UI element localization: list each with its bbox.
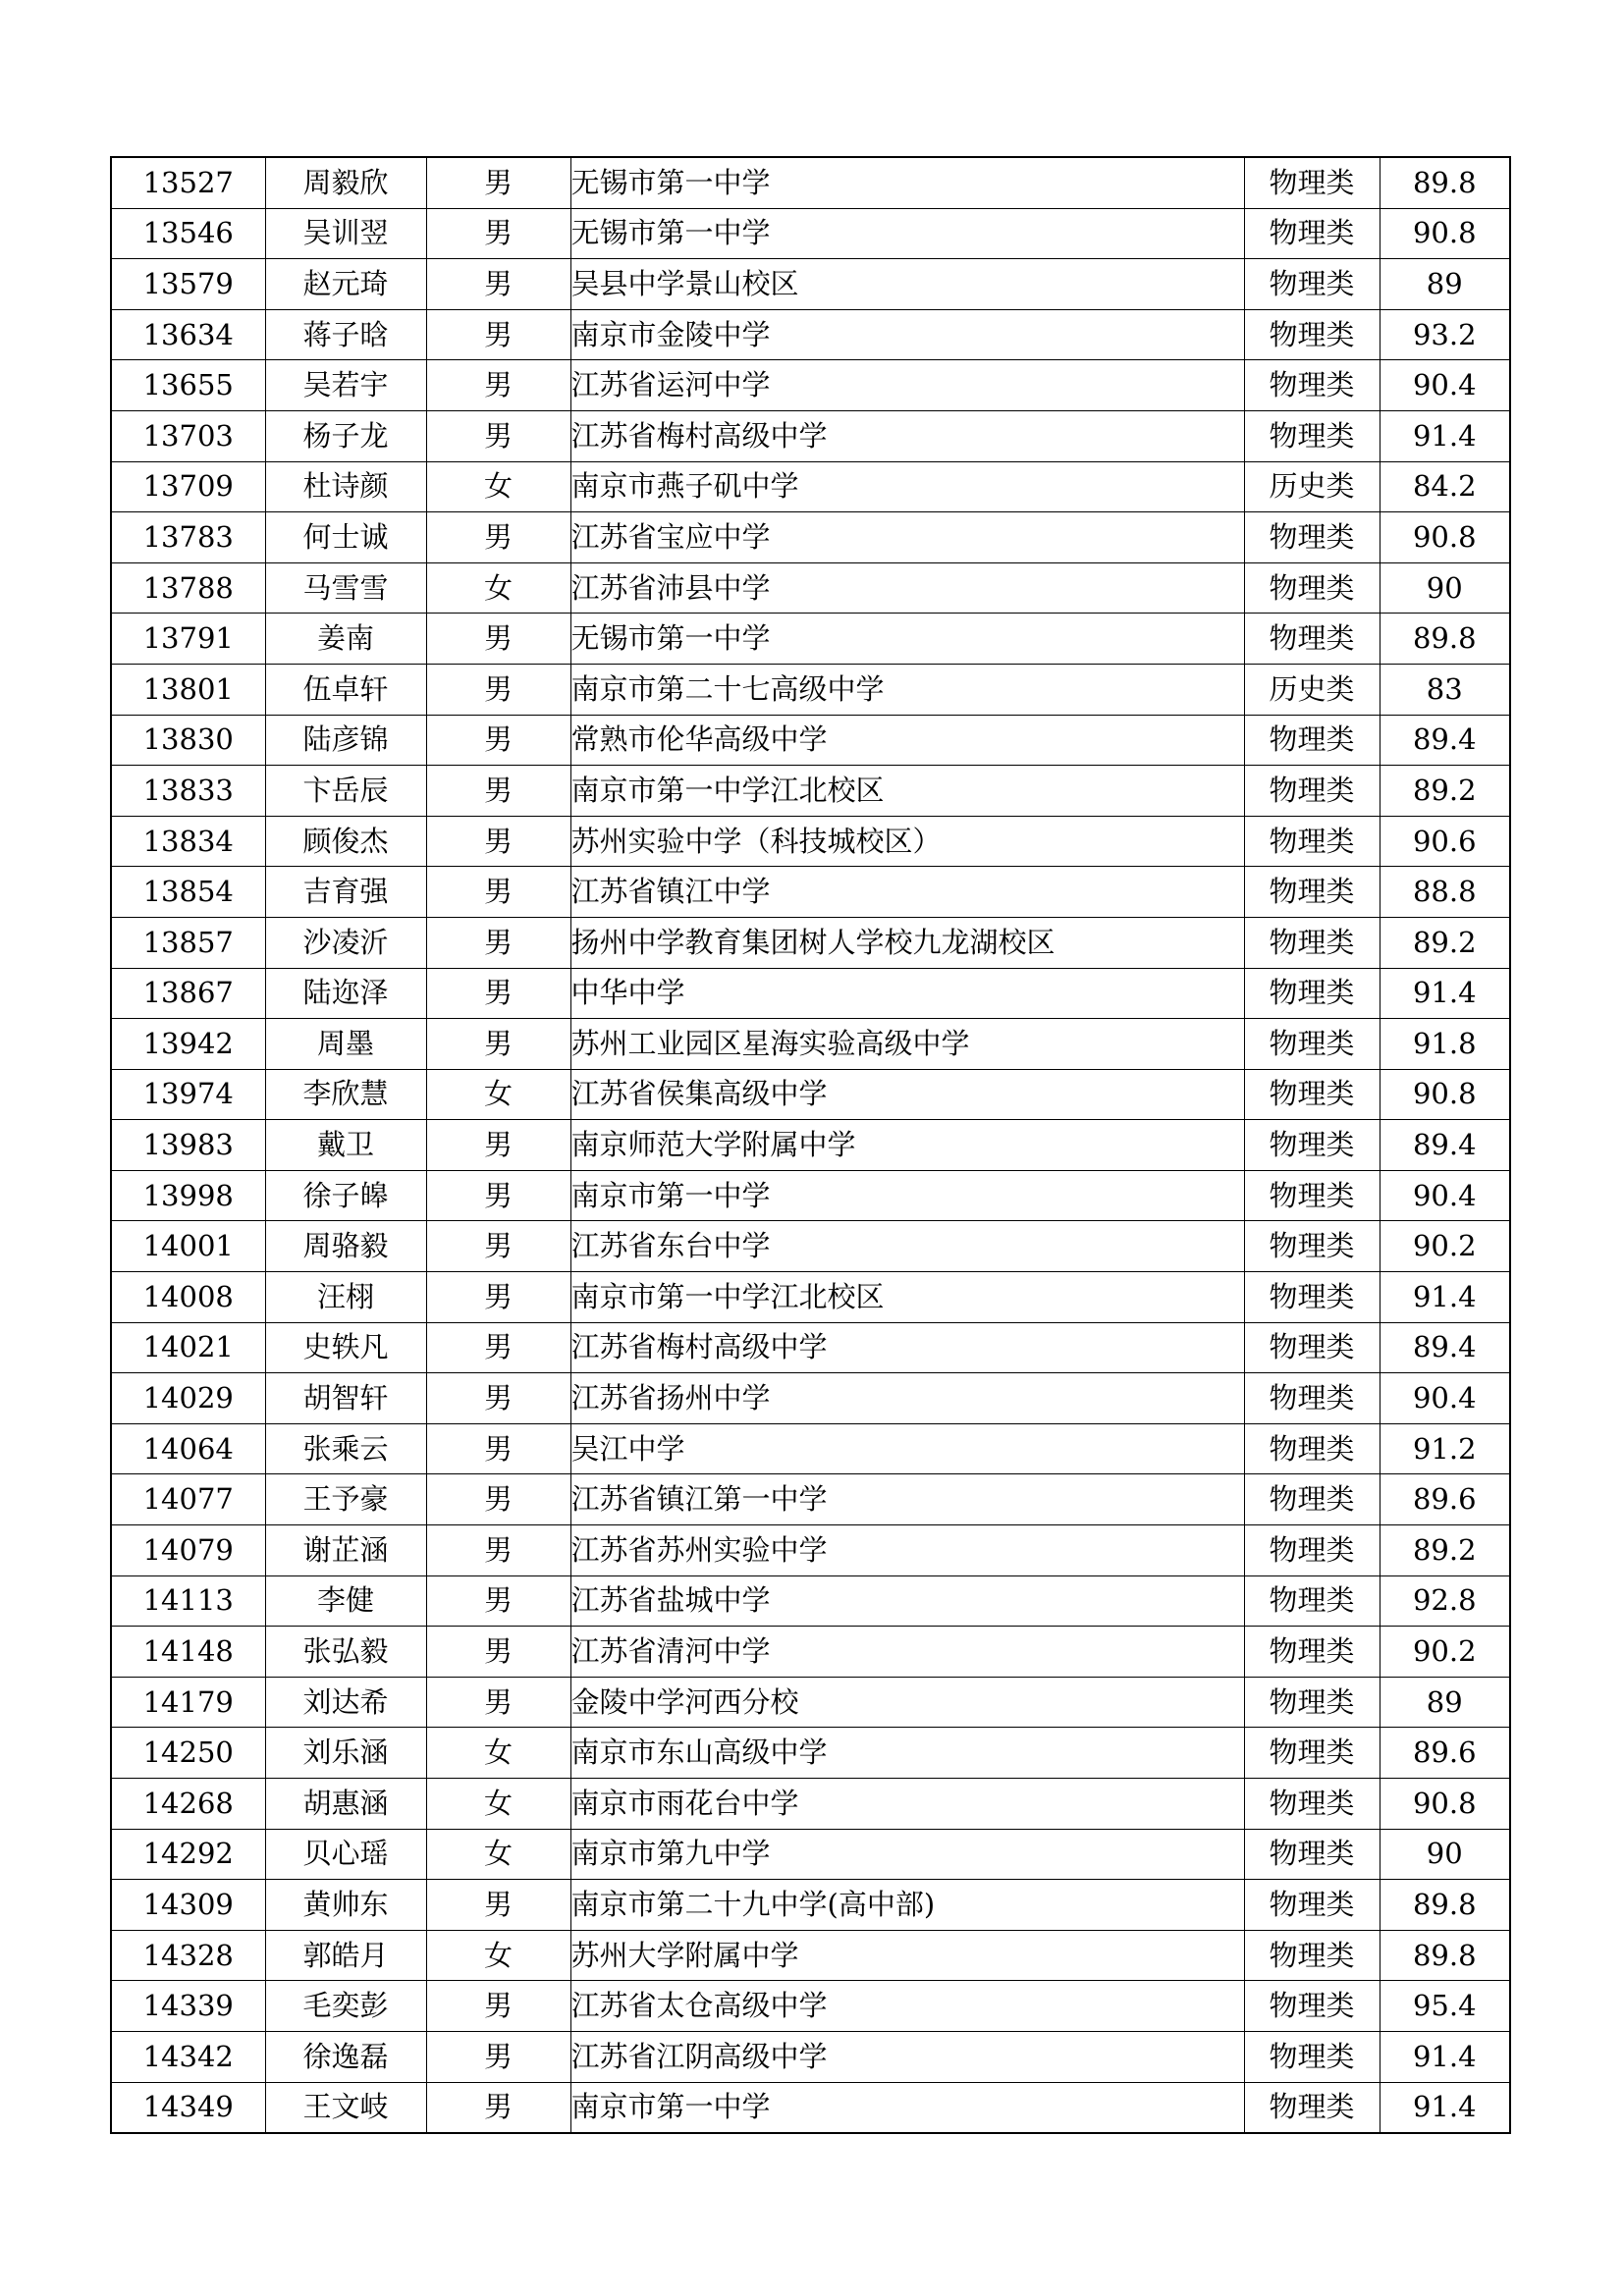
student-name-cell: 周毅欣 (265, 157, 426, 208)
gender-cell: 男 (426, 917, 570, 968)
table-row (111, 1930, 1510, 1981)
gender-cell: 男 (426, 1373, 570, 1424)
gender-cell: 女 (426, 1930, 570, 1981)
student-id-cell: 14079 (111, 1525, 265, 1576)
category-cell: 物理类 (1244, 259, 1380, 310)
student-name-cell: 赵元琦 (265, 259, 426, 310)
student-name-cell: 吴训翌 (265, 208, 426, 259)
table-row (111, 867, 1510, 918)
student-id-cell: 13788 (111, 562, 265, 614)
school-cell: 南京市第二十九中学(高中部) (570, 1880, 1244, 1931)
table-row (111, 968, 1510, 1019)
gender-cell: 男 (426, 1880, 570, 1931)
category-cell: 物理类 (1244, 208, 1380, 259)
score-cell: 89.8 (1380, 1930, 1510, 1981)
gender-cell: 男 (426, 1120, 570, 1171)
student-id-cell: 14077 (111, 1474, 265, 1525)
school-cell: 江苏省梅村高级中学 (570, 410, 1244, 461)
category-cell: 物理类 (1244, 1170, 1380, 1221)
student-id-cell: 13857 (111, 917, 265, 968)
student-name-cell: 胡智轩 (265, 1373, 426, 1424)
gender-cell: 男 (426, 360, 570, 411)
school-cell: 南京市第一中学江北校区 (570, 1272, 1244, 1323)
category-cell: 历史类 (1244, 664, 1380, 715)
score-cell: 90.2 (1380, 1627, 1510, 1678)
school-cell: 江苏省镇江中学 (570, 867, 1244, 918)
school-cell: 扬州中学教育集团树人学校九龙湖校区 (570, 917, 1244, 968)
score-cell: 89.2 (1380, 766, 1510, 817)
student-name-cell: 王予豪 (265, 1474, 426, 1525)
student-name-cell: 卞岳辰 (265, 766, 426, 817)
score-cell: 93.2 (1380, 309, 1510, 360)
student-name-cell: 伍卓轩 (265, 664, 426, 715)
score-cell: 90.4 (1380, 1373, 1510, 1424)
gender-cell: 女 (426, 562, 570, 614)
student-id-cell: 13579 (111, 259, 265, 310)
category-cell: 物理类 (1244, 2082, 1380, 2133)
table-row (111, 816, 1510, 867)
score-cell: 90.4 (1380, 1170, 1510, 1221)
student-name-cell: 周骆毅 (265, 1221, 426, 1272)
gender-cell: 男 (426, 1272, 570, 1323)
category-cell: 物理类 (1244, 1930, 1380, 1981)
table-row (111, 1575, 1510, 1627)
table-row (111, 2082, 1510, 2133)
student-id-cell: 14064 (111, 1423, 265, 1474)
student-id-cell: 13703 (111, 410, 265, 461)
school-cell: 南京市第九中学 (570, 1829, 1244, 1880)
student-id-cell: 13833 (111, 766, 265, 817)
score-cell: 89 (1380, 1677, 1510, 1728)
school-cell: 金陵中学河西分校 (570, 1677, 1244, 1728)
score-cell: 89.4 (1380, 1322, 1510, 1373)
student-name-cell: 顾俊杰 (265, 816, 426, 867)
category-cell: 物理类 (1244, 1779, 1380, 1830)
student-id-cell: 13801 (111, 664, 265, 715)
table-row (111, 1170, 1510, 1221)
category-cell: 物理类 (1244, 1221, 1380, 1272)
school-cell: 无锡市第一中学 (570, 157, 1244, 208)
table-row (111, 917, 1510, 968)
score-cell: 90.8 (1380, 1779, 1510, 1830)
gender-cell: 男 (426, 2031, 570, 2082)
student-name-cell: 毛奕彭 (265, 1981, 426, 2032)
table-row (111, 614, 1510, 665)
school-cell: 江苏省运河中学 (570, 360, 1244, 411)
school-cell: 江苏省太仓高级中学 (570, 1981, 1244, 2032)
table-row (111, 1069, 1510, 1120)
category-cell: 物理类 (1244, 309, 1380, 360)
table-row (111, 1880, 1510, 1931)
gender-cell: 女 (426, 1728, 570, 1779)
score-cell: 89.6 (1380, 1728, 1510, 1779)
category-cell: 物理类 (1244, 1069, 1380, 1120)
category-cell: 物理类 (1244, 816, 1380, 867)
student-name-cell: 陆彦锦 (265, 715, 426, 766)
school-cell: 南京市东山高级中学 (570, 1728, 1244, 1779)
category-cell: 物理类 (1244, 1829, 1380, 1880)
student-name-cell: 李欣慧 (265, 1069, 426, 1120)
school-cell: 南京市金陵中学 (570, 309, 1244, 360)
gender-cell: 男 (426, 1221, 570, 1272)
category-cell: 物理类 (1244, 1474, 1380, 1525)
student-id-cell: 14339 (111, 1981, 265, 2032)
table-row (111, 410, 1510, 461)
category-cell: 物理类 (1244, 968, 1380, 1019)
student-name-cell: 李健 (265, 1575, 426, 1627)
school-cell: 南京市第一中学 (570, 2082, 1244, 2133)
table-row (111, 1677, 1510, 1728)
category-cell: 物理类 (1244, 1373, 1380, 1424)
school-cell: 南京市第二十七高级中学 (570, 664, 1244, 715)
student-id-cell: 14328 (111, 1930, 265, 1981)
category-cell: 物理类 (1244, 1525, 1380, 1576)
student-name-cell: 吴若宇 (265, 360, 426, 411)
school-cell: 南京市第一中学 (570, 1170, 1244, 1221)
student-name-cell: 王文岐 (265, 2082, 426, 2133)
gender-cell: 男 (426, 715, 570, 766)
gender-cell: 男 (426, 259, 570, 310)
student-id-cell: 14309 (111, 1880, 265, 1931)
student-name-cell: 周墨 (265, 1019, 426, 1070)
student-id-cell: 13634 (111, 309, 265, 360)
gender-cell: 男 (426, 664, 570, 715)
gender-cell: 男 (426, 2082, 570, 2133)
score-cell: 89.8 (1380, 1880, 1510, 1931)
table-row (111, 461, 1510, 512)
category-cell: 物理类 (1244, 766, 1380, 817)
student-name-cell: 谢芷涵 (265, 1525, 426, 1576)
school-cell: 江苏省侯集高级中学 (570, 1069, 1244, 1120)
table-row (111, 1627, 1510, 1678)
school-cell: 江苏省苏州实验中学 (570, 1525, 1244, 1576)
category-cell: 物理类 (1244, 1575, 1380, 1627)
category-cell: 物理类 (1244, 1019, 1380, 1070)
score-cell: 88.8 (1380, 867, 1510, 918)
student-name-cell: 史轶凡 (265, 1322, 426, 1373)
school-cell: 江苏省扬州中学 (570, 1373, 1244, 1424)
table-row (111, 512, 1510, 563)
gender-cell: 男 (426, 1525, 570, 1576)
score-cell: 89.8 (1380, 157, 1510, 208)
gender-cell: 男 (426, 410, 570, 461)
student-name-cell: 张乘云 (265, 1423, 426, 1474)
table-row (111, 1423, 1510, 1474)
student-id-cell: 13791 (111, 614, 265, 665)
student-id-cell: 14250 (111, 1728, 265, 1779)
table-row (111, 1981, 1510, 2032)
category-cell: 物理类 (1244, 1627, 1380, 1678)
student-id-cell: 14008 (111, 1272, 265, 1323)
student-id-cell: 14292 (111, 1829, 265, 1880)
score-cell: 89.4 (1380, 1120, 1510, 1171)
score-cell: 89.2 (1380, 1525, 1510, 1576)
student-id-cell: 13546 (111, 208, 265, 259)
student-name-cell: 杜诗颜 (265, 461, 426, 512)
category-cell: 物理类 (1244, 1423, 1380, 1474)
score-cell: 89 (1380, 259, 1510, 310)
gender-cell: 女 (426, 1829, 570, 1880)
score-cell: 84.2 (1380, 461, 1510, 512)
student-name-cell: 陆迩泽 (265, 968, 426, 1019)
table-row (111, 664, 1510, 715)
score-cell: 91.2 (1380, 1423, 1510, 1474)
school-cell: 江苏省镇江第一中学 (570, 1474, 1244, 1525)
school-cell: 江苏省江阴高级中学 (570, 2031, 1244, 2082)
student-name-cell: 黄帅东 (265, 1880, 426, 1931)
score-cell: 91.4 (1380, 968, 1510, 1019)
gender-cell: 男 (426, 1019, 570, 1070)
table-row (111, 1120, 1510, 1171)
gender-cell: 男 (426, 1474, 570, 1525)
category-cell: 物理类 (1244, 1120, 1380, 1171)
school-cell: 中华中学 (570, 968, 1244, 1019)
table-row (111, 1373, 1510, 1424)
gender-cell: 男 (426, 614, 570, 665)
student-name-cell: 马雪雪 (265, 562, 426, 614)
category-cell: 物理类 (1244, 1677, 1380, 1728)
category-cell: 物理类 (1244, 1728, 1380, 1779)
table-row (111, 1272, 1510, 1323)
student-id-cell: 14179 (111, 1677, 265, 1728)
student-name-cell: 张弘毅 (265, 1627, 426, 1678)
gender-cell: 男 (426, 1981, 570, 2032)
student-roster-table (110, 156, 1511, 2134)
school-cell: 苏州工业园区星海实验高级中学 (570, 1019, 1244, 1070)
student-id-cell: 14148 (111, 1627, 265, 1678)
student-id-cell: 13983 (111, 1120, 265, 1171)
table-row (111, 1525, 1510, 1576)
school-cell: 常熟市伦华高级中学 (570, 715, 1244, 766)
score-cell: 91.8 (1380, 1019, 1510, 1070)
score-cell: 89.8 (1380, 614, 1510, 665)
category-cell: 物理类 (1244, 410, 1380, 461)
student-id-cell: 13709 (111, 461, 265, 512)
score-cell: 91.4 (1380, 2082, 1510, 2133)
score-cell: 90.8 (1380, 512, 1510, 563)
school-cell: 江苏省清河中学 (570, 1627, 1244, 1678)
student-name-cell: 汪栩 (265, 1272, 426, 1323)
gender-cell: 男 (426, 1322, 570, 1373)
gender-cell: 男 (426, 816, 570, 867)
student-id-cell: 14113 (111, 1575, 265, 1627)
score-cell: 90.6 (1380, 816, 1510, 867)
student-id-cell: 13998 (111, 1170, 265, 1221)
student-name-cell: 刘达希 (265, 1677, 426, 1728)
student-id-cell: 14001 (111, 1221, 265, 1272)
student-name-cell: 沙凌沂 (265, 917, 426, 968)
school-cell: 无锡市第一中学 (570, 614, 1244, 665)
category-cell: 物理类 (1244, 360, 1380, 411)
gender-cell: 男 (426, 208, 570, 259)
score-cell: 90.4 (1380, 360, 1510, 411)
category-cell: 物理类 (1244, 562, 1380, 614)
score-cell: 90.8 (1380, 208, 1510, 259)
category-cell: 物理类 (1244, 917, 1380, 968)
gender-cell: 男 (426, 968, 570, 1019)
student-name-cell: 蒋子晗 (265, 309, 426, 360)
student-id-cell: 13834 (111, 816, 265, 867)
score-cell: 95.4 (1380, 1981, 1510, 2032)
score-cell: 90 (1380, 1829, 1510, 1880)
gender-cell: 男 (426, 766, 570, 817)
gender-cell: 男 (426, 1575, 570, 1627)
gender-cell: 男 (426, 157, 570, 208)
table-row (111, 1779, 1510, 1830)
school-cell: 南京市燕子矶中学 (570, 461, 1244, 512)
table-row (111, 360, 1510, 411)
score-cell: 91.4 (1380, 2031, 1510, 2082)
student-id-cell: 13830 (111, 715, 265, 766)
table-row (111, 1728, 1510, 1779)
score-cell: 90.2 (1380, 1221, 1510, 1272)
table-row (111, 1829, 1510, 1880)
category-cell: 物理类 (1244, 2031, 1380, 2082)
student-id-cell: 14349 (111, 2082, 265, 2133)
category-cell: 物理类 (1244, 1322, 1380, 1373)
table-row (111, 715, 1510, 766)
table-row (111, 157, 1510, 208)
gender-cell: 男 (426, 309, 570, 360)
gender-cell: 女 (426, 461, 570, 512)
student-name-cell: 何士诚 (265, 512, 426, 563)
category-cell: 物理类 (1244, 512, 1380, 563)
school-cell: 江苏省东台中学 (570, 1221, 1244, 1272)
school-cell: 吴县中学景山校区 (570, 259, 1244, 310)
gender-cell: 男 (426, 1627, 570, 1678)
student-id-cell: 14021 (111, 1322, 265, 1373)
table-row (111, 1019, 1510, 1070)
student-id-cell: 13942 (111, 1019, 265, 1070)
school-cell: 江苏省沛县中学 (570, 562, 1244, 614)
school-cell: 无锡市第一中学 (570, 208, 1244, 259)
score-cell: 89.2 (1380, 917, 1510, 968)
student-id-cell: 14029 (111, 1373, 265, 1424)
school-cell: 江苏省宝应中学 (570, 512, 1244, 563)
score-cell: 91.4 (1380, 410, 1510, 461)
table-row (111, 1221, 1510, 1272)
student-id-cell: 13783 (111, 512, 265, 563)
score-cell: 92.8 (1380, 1575, 1510, 1627)
score-cell: 89.6 (1380, 1474, 1510, 1525)
category-cell: 物理类 (1244, 1880, 1380, 1931)
gender-cell: 女 (426, 1779, 570, 1830)
score-cell: 91.4 (1380, 1272, 1510, 1323)
table-row (111, 2031, 1510, 2082)
student-id-cell: 13867 (111, 968, 265, 1019)
gender-cell: 女 (426, 1069, 570, 1120)
student-name-cell: 姜南 (265, 614, 426, 665)
student-name-cell: 戴卫 (265, 1120, 426, 1171)
category-cell: 物理类 (1244, 614, 1380, 665)
gender-cell: 男 (426, 1170, 570, 1221)
category-cell: 物理类 (1244, 157, 1380, 208)
table-row (111, 766, 1510, 817)
score-cell: 83 (1380, 664, 1510, 715)
score-cell: 89.4 (1380, 715, 1510, 766)
student-name-cell: 杨子龙 (265, 410, 426, 461)
student-name-cell: 徐子皞 (265, 1170, 426, 1221)
student-name-cell: 贝心瑶 (265, 1829, 426, 1880)
school-cell: 江苏省盐城中学 (570, 1575, 1244, 1627)
category-cell: 物理类 (1244, 715, 1380, 766)
student-id-cell: 13974 (111, 1069, 265, 1120)
table-row (111, 259, 1510, 310)
student-id-cell: 13655 (111, 360, 265, 411)
student-id-cell: 14342 (111, 2031, 265, 2082)
table-row (111, 208, 1510, 259)
school-cell: 吴江中学 (570, 1423, 1244, 1474)
category-cell: 历史类 (1244, 461, 1380, 512)
table-row (111, 562, 1510, 614)
school-cell: 江苏省梅村高级中学 (570, 1322, 1244, 1373)
student-name-cell: 吉育强 (265, 867, 426, 918)
gender-cell: 男 (426, 512, 570, 563)
roster-body (111, 157, 1510, 2133)
student-id-cell: 14268 (111, 1779, 265, 1830)
student-name-cell: 胡惠涵 (265, 1779, 426, 1830)
gender-cell: 男 (426, 1677, 570, 1728)
category-cell: 物理类 (1244, 1981, 1380, 2032)
table-row (111, 1474, 1510, 1525)
gender-cell: 男 (426, 1423, 570, 1474)
score-cell: 90.8 (1380, 1069, 1510, 1120)
school-cell: 南京市第一中学江北校区 (570, 766, 1244, 817)
gender-cell: 男 (426, 867, 570, 918)
score-cell: 90 (1380, 562, 1510, 614)
student-name-cell: 郭皓月 (265, 1930, 426, 1981)
category-cell: 物理类 (1244, 867, 1380, 918)
school-cell: 南京师范大学附属中学 (570, 1120, 1244, 1171)
school-cell: 苏州大学附属中学 (570, 1930, 1244, 1981)
table-row (111, 1322, 1510, 1373)
school-cell: 苏州实验中学（科技城校区） (570, 816, 1244, 867)
student-name-cell: 刘乐涵 (265, 1728, 426, 1779)
category-cell: 物理类 (1244, 1272, 1380, 1323)
student-id-cell: 13527 (111, 157, 265, 208)
student-name-cell: 徐逸磊 (265, 2031, 426, 2082)
table-row (111, 309, 1510, 360)
school-cell: 南京市雨花台中学 (570, 1779, 1244, 1830)
student-id-cell: 13854 (111, 867, 265, 918)
